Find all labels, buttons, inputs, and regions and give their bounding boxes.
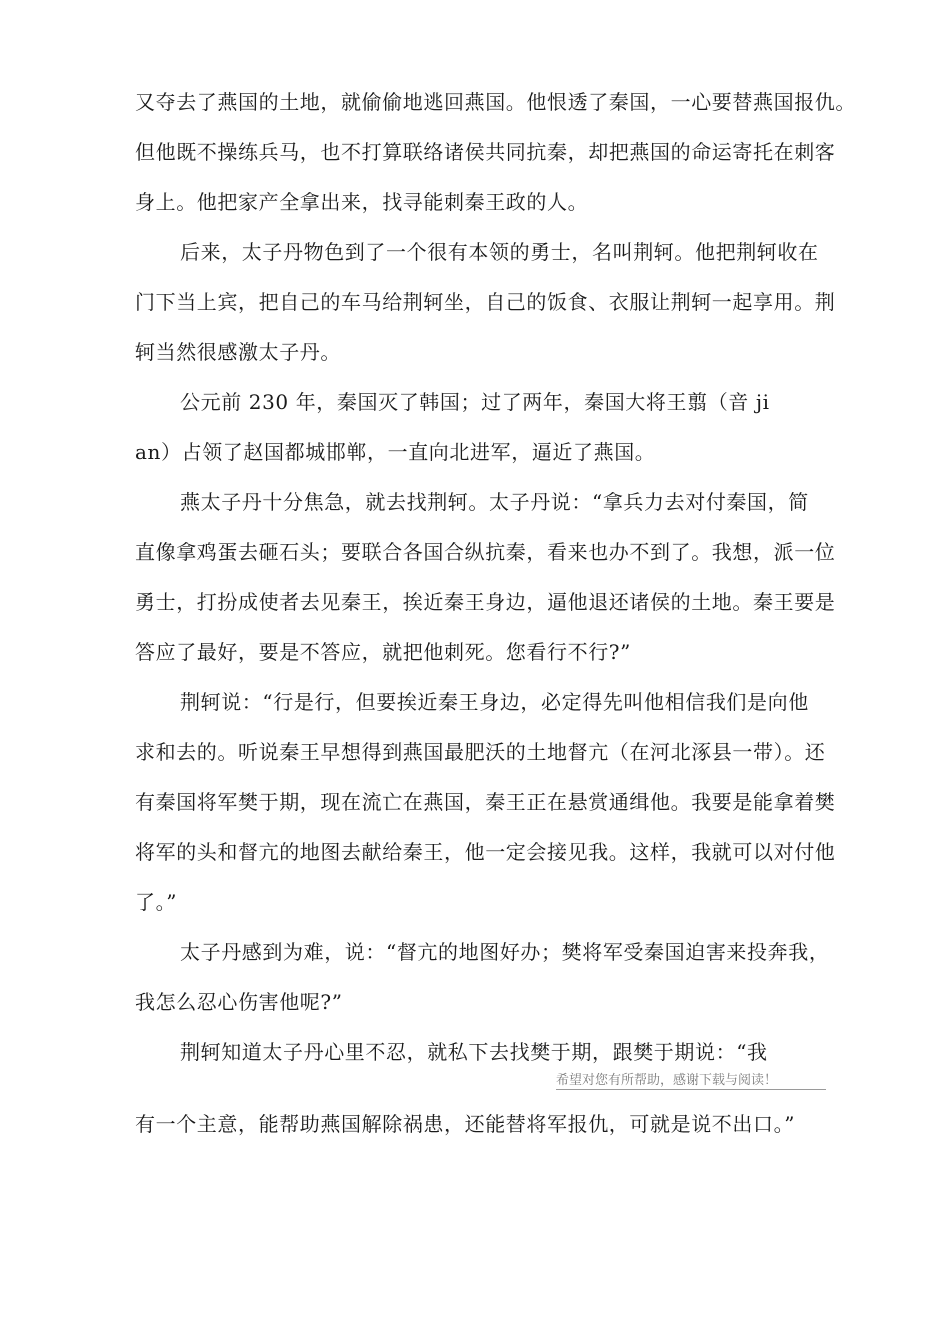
text-line: an）占领了赵国都城邯郸，一直向北进军，逼近了燕国。 [135,440,656,464]
paragraph-first-line: 燕太子丹十分焦急，就去找荆轲。太子丹说：“拿兵力去对付秦国，简 [180,490,809,514]
paragraph-first-line: 荆轲说：“行是行，但要挨近秦王身边，必定得先叫他相信我们是向他 [180,690,809,714]
text-line: 将军的头和督亢的地图去献给秦王，他一定会接见我。这样，我就可以对付他 [135,840,836,864]
paragraph-first-line: 后来，太子丹物色到了一个很有本领的勇士，名叫荆轲。他把荆轲收在 [180,240,819,264]
text-line: 轲当然很感激太子丹。 [135,340,341,364]
text-line: 答应了最好，要是不答应，就把他刺死。您看行不行?” [135,640,631,664]
text-line: 了。” [135,890,178,914]
text-line: 身上。他把家产全拿出来，找寻能刺秦王政的人。 [135,190,589,214]
text-line: 我怎么忍心伤害他呢?” [135,990,343,1014]
footer-note: 希望对您有所帮助，感谢下载与阅读！ [556,1073,778,1088]
text-line: 门下当上宾，把自己的车马给荆轲坐，自己的饭食、衣服让荆轲一起享用。荆 [135,290,836,314]
text-line: 又夺去了燕国的土地，就偷偷地逃回燕国。他恨透了秦国，一心要替燕国报仇。 [135,90,856,114]
text-line: 求和去的。听说秦王早想得到燕国最肥沃的土地督亢（在河北涿县一带）。还 [135,740,826,764]
paragraph-first-line: 公元前 230 年，秦国灭了韩国；过了两年，秦国大将王翦（音 ji [180,390,770,414]
paragraph-first-line: 荆轲知道太子丹心里不忍，就私下去找樊于期，跟樊于期说：“我 [180,1040,768,1064]
text-line: 勇士，打扮成使者去见秦王，挨近秦王身边，逼他退还诸侯的土地。秦王要是 [135,590,836,614]
text-line: 但他既不操练兵马，也不打算联络诸侯共同抗秦，却把燕国的命运寄托在刺客 [135,140,836,164]
text-line: 有一个主意，能帮助燕国解除祸患，还能替将军报仇，可就是说不出口。” [135,1112,796,1136]
text-line: 直像拿鸡蛋去砸石头；要联合各国合纵抗秦，看来也办不到了。我想，派一位 [135,540,836,564]
footer-underline [556,1089,826,1090]
paragraph-first-line: 太子丹感到为难，说：“督亢的地图好办；樊将军受秦国迫害来投奔我， [180,940,830,964]
text-line: 有秦国将军樊于期，现在流亡在燕国，秦王正在悬赏通缉他。我要是能拿着樊 [135,790,836,814]
